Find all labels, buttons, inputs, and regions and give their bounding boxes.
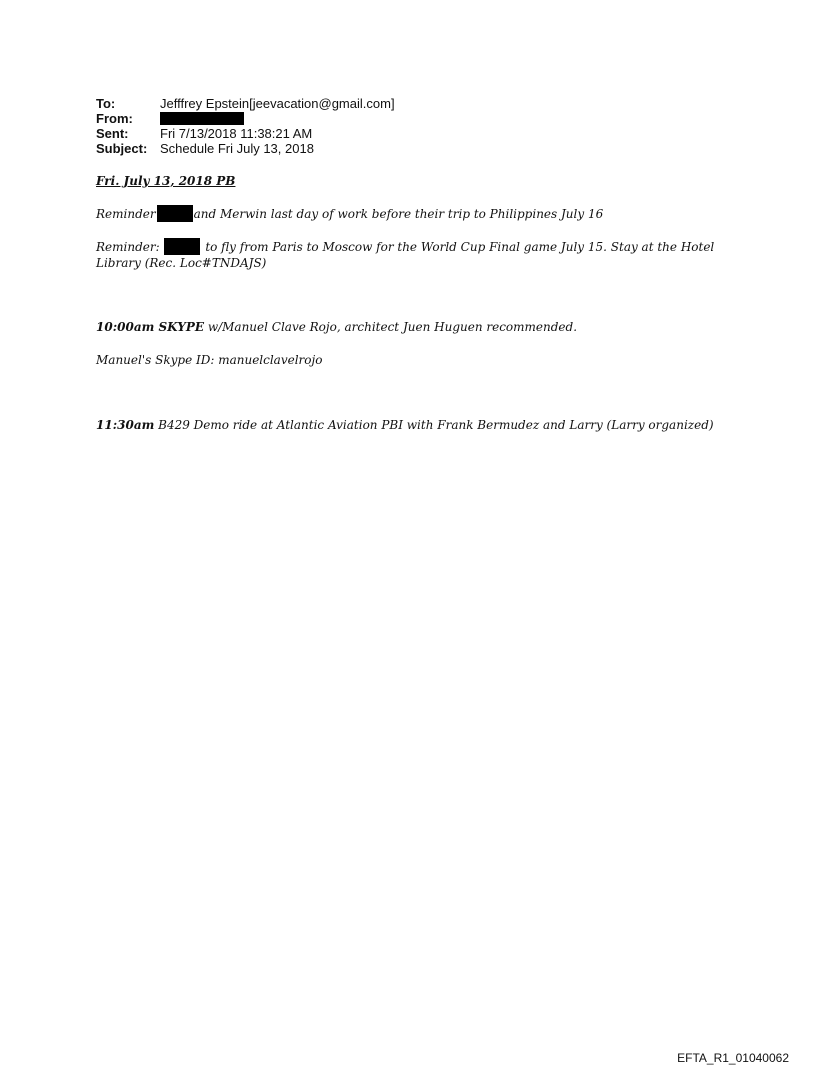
document-id: EFTA_R1_01040062 — [677, 1051, 789, 1065]
sent-value: Fri 7/13/2018 11:38:21 AM — [160, 126, 313, 141]
to-row — [96, 96, 395, 111]
from-row — [96, 111, 395, 126]
date-heading: Fri. July 13, 2018 PB — [96, 174, 236, 188]
reminder-1-redaction — [157, 205, 193, 222]
from-redaction — [160, 112, 244, 125]
reminder-2-line2: Library (Rec. Loc#TNDAJS) — [96, 256, 267, 270]
reminder-1-prefix: Reminder — [96, 207, 156, 221]
sent-row — [96, 126, 395, 141]
reminder-2-line1: to fly from Paris to Moscow for the World Cup Final game July 15. Stay at the Hotel — [205, 240, 715, 254]
to-label: To: — [96, 96, 116, 111]
demo-text: B429 Demo ride at Atlantic Aviation PBI with Frank Bermudez and Larry (Larry organized) — [154, 418, 714, 432]
from-label: From: — [96, 111, 133, 126]
to-value: Jefffrey Epstein[jeevacation@gmail.com] — [160, 96, 395, 111]
skype-entry — [96, 319, 577, 335]
skype-id-line: Manuel's Skype ID: manuelclavelrojo — [96, 353, 323, 367]
subject-value: Schedule Fri July 13, 2018 — [160, 141, 314, 156]
reminder-1 — [96, 205, 603, 222]
demo-entry — [96, 417, 714, 433]
sent-label: Sent: — [96, 126, 129, 141]
demo-time: 11:30am — [96, 418, 155, 432]
reminder-2-redaction — [164, 238, 200, 255]
reminder-2-prefix: Reminder: — [96, 240, 160, 254]
reminder-2 — [96, 238, 714, 271]
reminder-1-text: and Merwin last day of work before their trip to Philippines July 16 — [193, 207, 604, 221]
subject-label: Subject: — [96, 141, 148, 156]
subject-row — [96, 141, 395, 156]
skype-time: 10:00am SKYPE — [96, 320, 204, 334]
skype-text: w/Manuel Clave Rojo, architect Juen Huguen recommended. — [204, 320, 578, 334]
email-header — [96, 96, 395, 156]
